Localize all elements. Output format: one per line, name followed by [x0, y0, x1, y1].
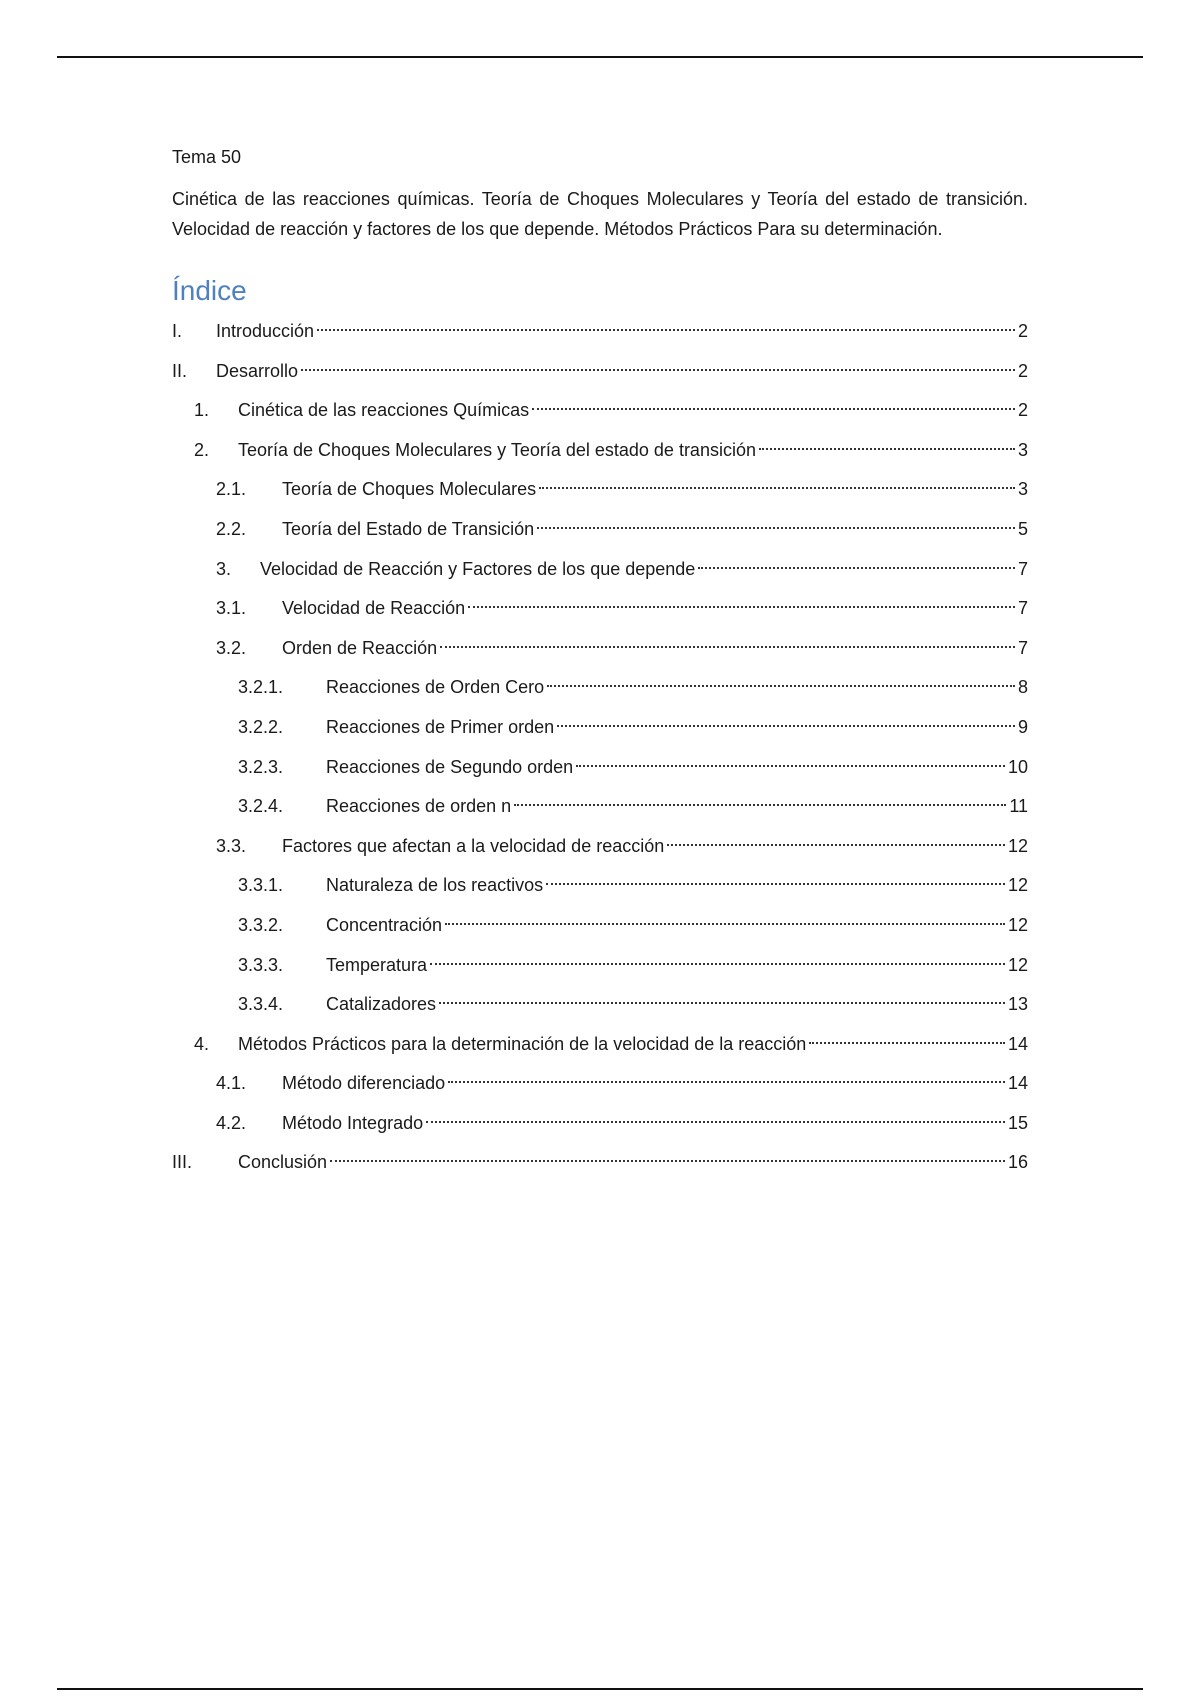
toc-dot-leader [539, 487, 1015, 489]
toc-entry-primer-orden[interactable] [172, 708, 1028, 748]
toc-entry-page: 12 [1007, 914, 1028, 935]
toc-entry-title: Introducción [216, 321, 315, 341]
toc-dot-leader [317, 329, 1015, 331]
toc-entry-introduccion[interactable] [172, 312, 1028, 352]
toc-entry-title: Temperatura [326, 954, 428, 975]
toc-entry-title: Reacciones de orden n [326, 796, 512, 817]
toc-entry-number: 3.3.4. [238, 994, 284, 1015]
toc-entry-number: 2.2. [216, 518, 247, 539]
toc-entry-page: 7 [1017, 637, 1028, 658]
toc-entry-title: Concentración [326, 914, 443, 935]
toc-entry-page: 2 [1017, 321, 1028, 341]
toc-dot-leader [426, 1121, 1005, 1123]
toc-entry-metodo-integrado[interactable] [172, 1104, 1028, 1144]
toc-entry-number: 3.3. [216, 835, 247, 856]
toc-entry-page: 3 [1017, 479, 1028, 500]
toc-entry-page: 5 [1017, 518, 1028, 539]
toc-entry-number: 4. [194, 1033, 210, 1054]
toc-entry-title: Reacciones de Orden Cero [326, 677, 545, 698]
toc-entry-title: Método diferenciado [282, 1073, 446, 1094]
toc-entry-number: I. [172, 321, 183, 341]
toc-dot-leader [576, 765, 1005, 767]
toc-entry-number: 3.2.3. [238, 756, 284, 777]
toc-entry-orden-cero[interactable] [172, 668, 1028, 708]
toc-entry-page: 12 [1007, 835, 1028, 856]
document-subject: Cinética de las reacciones químicas. Teoría de Choques Moleculares y Teoría del estado de transición. Velocidad de reacción y factores de los que depende. Métodos Prácticos Para su determinación. [172, 189, 1028, 239]
toc-entry-title: Teoría del Estado de Transición [282, 518, 535, 539]
toc-dot-leader [809, 1042, 1005, 1044]
toc-entry-metodo-diferenciado[interactable] [172, 1064, 1028, 1104]
header-rule [57, 56, 1143, 58]
toc-dot-leader [445, 923, 1005, 925]
toc-entry-title: Velocidad de Reacción y Factores de los que depende [260, 558, 696, 579]
toc-entry-desarrollo[interactable] [172, 352, 1028, 392]
toc-entry-page: 14 [1007, 1073, 1028, 1094]
toc-entry-number: II. [172, 360, 188, 381]
toc-entry-title: Cinética de las reacciones Químicas [238, 400, 530, 421]
toc-entry-page: 15 [1007, 1112, 1028, 1133]
toc-entry-page: 10 [1007, 756, 1028, 777]
toc-entry-number: 2. [194, 439, 210, 460]
table-of-contents [172, 312, 1028, 1183]
toc-entry-title: Teoría de Choques Moleculares [282, 479, 537, 500]
toc-entry-naturaleza[interactable] [172, 866, 1028, 906]
toc-entry-number: 3. [216, 558, 232, 579]
toc-entry-title: Factores que afectan a la velocidad de reacción [282, 835, 665, 856]
toc-dot-leader [667, 844, 1005, 846]
toc-entry-factores[interactable] [172, 827, 1028, 867]
toc-dot-leader [546, 883, 1005, 885]
toc-entry-choques[interactable] [172, 470, 1028, 510]
toc-dot-leader [440, 646, 1015, 648]
toc-dot-leader [532, 408, 1015, 410]
toc-entry-page: 2 [1017, 400, 1028, 421]
toc-entry-page: 7 [1017, 598, 1028, 619]
toc-entry-page: 3 [1017, 439, 1028, 460]
toc-entry-number: III. [172, 1152, 193, 1173]
toc-entry-teorias[interactable] [172, 431, 1028, 471]
toc-entry-number: 3.3.1. [238, 875, 284, 896]
toc-entry-number: 3.2. [216, 637, 247, 658]
toc-entry-page: 12 [1007, 875, 1028, 896]
toc-entry-concentracion[interactable] [172, 906, 1028, 946]
toc-entry-page: 8 [1017, 677, 1028, 698]
toc-entry-title: Naturaleza de los reactivos [326, 875, 544, 896]
toc-entry-number: 3.2.1. [238, 677, 284, 698]
toc-entry-page: 12 [1007, 954, 1028, 975]
toc-dot-leader [537, 527, 1015, 529]
toc-dot-leader [759, 448, 1015, 450]
toc-entry-page: 11 [1009, 796, 1028, 817]
toc-entry-title: Reacciones de Primer orden [326, 716, 555, 737]
toc-entry-title: Orden de Reacción [282, 637, 438, 658]
toc-entry-title: Reacciones de Segundo orden [326, 756, 574, 777]
toc-dot-leader [468, 606, 1015, 608]
toc-dot-leader [698, 567, 1015, 569]
toc-dot-leader [557, 725, 1015, 727]
toc-entry-number: 3.1. [216, 598, 247, 619]
toc-entry-velocidad-factores[interactable] [172, 550, 1028, 590]
toc-dot-leader [439, 1002, 1005, 1004]
toc-entry-segundo-orden[interactable] [172, 748, 1028, 788]
toc-entry-title: Teoría de Choques Moleculares y Teoría del estado de transición [238, 439, 756, 460]
toc-entry-number: 3.3.3. [238, 954, 284, 975]
toc-dot-leader [430, 963, 1005, 965]
toc-entry-page: 16 [1007, 1152, 1028, 1173]
toc-dot-leader [547, 685, 1015, 687]
toc-entry-title: Métodos Prácticos para la determinación de la velocidad de la reacción [238, 1033, 807, 1054]
toc-entry-title: Catalizadores [326, 994, 437, 1015]
document-topic: Tema 50 [172, 147, 242, 167]
toc-entry-catalizadores[interactable] [172, 985, 1028, 1025]
toc-entry-page: 2 [1017, 360, 1028, 381]
toc-entry-estado-transicion[interactable] [172, 510, 1028, 550]
toc-entry-number: 2.1. [216, 479, 247, 500]
toc-entry-title: Desarrollo [216, 360, 299, 381]
page-content [172, 144, 1028, 1183]
toc-dot-leader [301, 369, 1015, 371]
toc-entry-velocidad[interactable] [172, 589, 1028, 629]
toc-entry-page: 7 [1017, 558, 1028, 579]
toc-entry-number: 1. [194, 400, 210, 421]
toc-entry-orden[interactable] [172, 629, 1028, 669]
toc-heading: Índice [172, 275, 247, 306]
toc-entry-page: 9 [1017, 716, 1028, 737]
toc-entry-temperatura[interactable] [172, 946, 1028, 986]
toc-entry-number: 4.2. [216, 1112, 247, 1133]
toc-entry-title: Velocidad de Reacción [282, 598, 466, 619]
toc-entry-number: 3.3.2. [238, 914, 284, 935]
toc-entry-number: 3.2.4. [238, 796, 284, 817]
toc-entry-title: Método Integrado [282, 1112, 424, 1133]
toc-entry-cinetica[interactable] [172, 391, 1028, 431]
toc-entry-title: Conclusión [238, 1152, 328, 1173]
toc-entry-metodos[interactable] [172, 1025, 1028, 1065]
toc-dot-leader [514, 804, 1006, 806]
toc-dot-leader [330, 1160, 1005, 1162]
toc-entry-orden-n[interactable] [172, 787, 1028, 827]
toc-entry-number: 3.2.2. [238, 716, 284, 737]
footer-rule [57, 1688, 1143, 1690]
toc-entry-number: 4.1. [216, 1073, 247, 1094]
toc-entry-page: 14 [1007, 1033, 1028, 1054]
toc-entry-page: 13 [1007, 994, 1028, 1015]
toc-dot-leader [448, 1081, 1005, 1083]
toc-entry-conclusion[interactable] [172, 1143, 1028, 1183]
